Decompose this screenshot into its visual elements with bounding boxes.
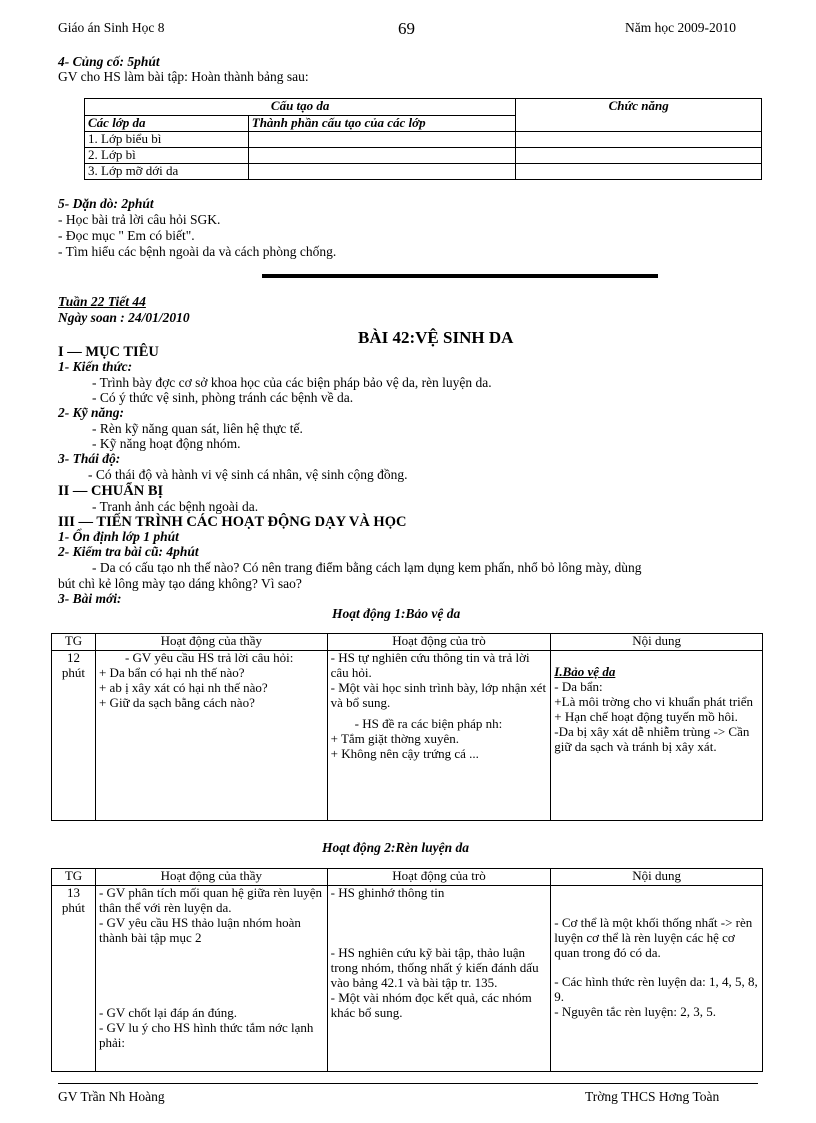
teacher-line: - GV yêu cầu HS thảo luận nhóm hoàn thành bài tập mục 2: [98, 914, 301, 945]
col-student-header: Hoạt động của trò: [327, 634, 551, 651]
skills-item: - Kỹ năng hoạt động nhóm.: [92, 436, 241, 451]
teacher-line: + ab ị xây xát có hại nh thế nào?: [98, 679, 268, 695]
content-line: -Da bị xây xát dễ nhiễm trùng -> Cần giữ da sạch và tránh bị xây xát.: [554, 723, 750, 754]
col-components-header: Thành phần cấu tạo của các lớp: [248, 116, 516, 132]
student-line: - HS đề ra các biện pháp nh:: [354, 715, 503, 731]
content-line: +Là môi trờng cho vi khuẩn phát triển: [554, 693, 753, 709]
section-preparation: II — CHUẨN BỊ: [58, 483, 164, 499]
teacher-cell: [95, 651, 327, 821]
lesson-date: Ngày soan : 24/01/2010: [58, 310, 190, 325]
content-line: - Nguyên tắc rèn luyện: 2, 3, 5.: [554, 1003, 717, 1019]
section-divider: [262, 274, 658, 278]
student-line: - Một vài nhóm đọc kết quả, các nhóm khác bổ sung.: [330, 989, 532, 1020]
layer-cell: 2. Lớp bì: [85, 148, 249, 164]
content-line: - Các hình thức rèn luyện da: 1, 4, 5, 8, 9.: [554, 973, 758, 1004]
review-question-line1: - Da có cấu tạo nh thế nào? Có nên trang điểm bằng cách lạm dụng kem phấn, nhổ bỏ lông mày, dùng: [92, 560, 642, 575]
structure-header: Cấu tạo da: [85, 99, 516, 116]
new-lesson-step: 3- Bài mới:: [58, 591, 122, 606]
col-teacher-header: Hoạt động của thầy: [95, 869, 327, 886]
time-unit: phút: [61, 664, 86, 680]
student-line: - HS nghiên cứu kỹ bài tập, thảo luận trong nhóm, thống nhất ý kiến đánh dấu vào bảng 42.1 và bài tập tr. 135.: [330, 944, 539, 990]
homework-item: - Học bài trả lời câu hỏi SGK.: [58, 212, 221, 227]
time-value: 12: [66, 650, 80, 665]
lesson-title: BÀI 42:VỆ SINH DA: [358, 328, 514, 347]
col-content-header: Nội dung: [551, 634, 763, 651]
attitude-item: - Có thái độ và hành vi vệ sinh cá nhân, vệ sinh cộng đồng.: [88, 467, 408, 482]
empty-cell: [248, 148, 516, 164]
attitude-title: 3- Thái độ:: [58, 451, 121, 466]
preparation-item: - Tranh ảnh các bệnh ngoài da.: [92, 499, 259, 514]
organization-step: 1- Ổn định lớp 1 phút: [58, 529, 179, 544]
content-title: I.Bảo vệ da: [554, 664, 616, 679]
activity2-title: Hoạt động 2:Rèn luyện da: [322, 840, 470, 855]
empty-cell: [516, 148, 762, 164]
review-question-line2: bút chì kẻ lông mày tạo dáng không? Vì sao?: [58, 576, 302, 591]
skills-title: 2- Kỹ năng:: [58, 405, 125, 420]
footer-right: Trờng THCS Hơng Toàn: [585, 1089, 720, 1104]
header-right: Năm học 2009-2010: [625, 20, 736, 35]
activity1-table: [51, 633, 763, 821]
content-line: - Da bẩn:: [554, 678, 603, 694]
layer-cell: 1. Lớp biểu bì: [85, 132, 249, 148]
section-objectives: I — MỤC TIÊU: [58, 344, 159, 360]
student-line: + Tắm giặt thờng xuyên.: [330, 730, 460, 746]
teacher-line: - GV phân tích mối quan hệ giữa rèn luyện thân thể với rèn luyện da.: [98, 885, 323, 915]
consolidation-instruction: GV cho HS làm bài tập: Hoàn thành bảng sau:: [58, 69, 309, 84]
table-row: [85, 148, 762, 164]
time-unit: phút: [61, 899, 86, 915]
lesson-week: Tuần 22 Tiết 44: [58, 294, 146, 309]
student-line: - HS tự nghiên cứu thông tin và trả lời câu hỏi.: [330, 650, 530, 680]
function-header: Chức năng: [516, 99, 762, 132]
activity1-title: Hoạt động 1:Bảo vệ da: [332, 606, 461, 621]
footer-rule: [58, 1083, 758, 1084]
time-cell: [52, 886, 96, 1072]
content-line: + Hạn chế hoạt động tuyến mồ hôi.: [554, 708, 738, 724]
col-time-header: TG: [52, 634, 96, 651]
knowledge-item: - Có ý thức vệ sinh, phòng tránh các bệnh về da.: [92, 390, 354, 405]
content-cell: [551, 651, 763, 821]
review-step: 2- Kiểm tra bài cũ: 4phút: [58, 544, 199, 559]
teacher-line: - GV yêu cầu HS trả lời câu hỏi:: [124, 650, 294, 665]
consolidation-table: [84, 98, 762, 180]
page-number: 69: [398, 19, 415, 38]
student-cell: [327, 651, 551, 821]
layer-cell: 3. Lớp mỡ dới da: [85, 164, 249, 180]
homework-item: - Tìm hiểu các bệnh ngoài da và cách phòng chống.: [58, 244, 337, 259]
table-row: [85, 132, 762, 148]
student-cell: [327, 886, 551, 1072]
content-cell: [551, 886, 763, 1072]
teacher-line: + Giữ da sạch bằng cách nào?: [98, 694, 255, 710]
footer-left: GV Trần Nh Hoàng: [58, 1089, 165, 1104]
teacher-cell: [95, 886, 327, 1072]
teacher-line: + Da bẩn có hại nh thế nào?: [98, 664, 245, 680]
col-student-header: Hoạt động của trò: [327, 869, 551, 886]
header-left: Giáo án Sinh Học 8: [58, 20, 165, 35]
student-line: + Không nên cậy trứng cá ...: [330, 745, 479, 761]
consolidation-title: 4- Củng cố: 5phút: [58, 54, 160, 69]
empty-cell: [516, 164, 762, 180]
table-row: [85, 164, 762, 180]
time-value: 13: [66, 885, 80, 900]
col-time-header: TG: [52, 869, 96, 886]
activity2-table: [51, 868, 763, 1072]
empty-cell: [248, 132, 516, 148]
knowledge-title: 1- Kiến thức:: [58, 359, 133, 374]
knowledge-item: - Trình bày đợc cơ sở khoa học của các biện pháp bảo vệ da, rèn luyện da.: [92, 375, 492, 390]
col-teacher-header: Hoạt động của thầy: [95, 634, 327, 651]
teacher-line: - GV lu ý cho HS hình thức tắm nớc lạnh phải:: [98, 1019, 314, 1050]
student-line: - HS ghinhớ thông tin: [330, 885, 445, 900]
student-line: - Một vài học sinh trình bày, lớp nhận xét và bổ sung.: [330, 679, 547, 710]
homework-title: 5- Dặn dò: 2phút: [58, 196, 154, 211]
empty-cell: [248, 164, 516, 180]
content-line: - Cơ thể là một khối thống nhất -> rèn luyện cơ thể là rèn luyện các hệ cơ quan trong đó có da.: [554, 915, 753, 960]
teacher-line: - GV chốt lại đáp án đúng.: [98, 1004, 238, 1020]
col-content-header: Nội dung: [551, 869, 763, 886]
skills-item: - Rèn kỹ năng quan sát, liên hệ thực tế.: [92, 421, 303, 436]
homework-item: - Đọc mục " Em có biết".: [58, 228, 195, 243]
empty-cell: [516, 132, 762, 148]
time-cell: [52, 651, 96, 821]
col-layers-header: Các lớp da: [85, 116, 249, 132]
section-procedure: III — TIẾN TRÌNH CÁC HOẠT ĐỘNG DẠY VÀ HỌC: [58, 514, 407, 530]
